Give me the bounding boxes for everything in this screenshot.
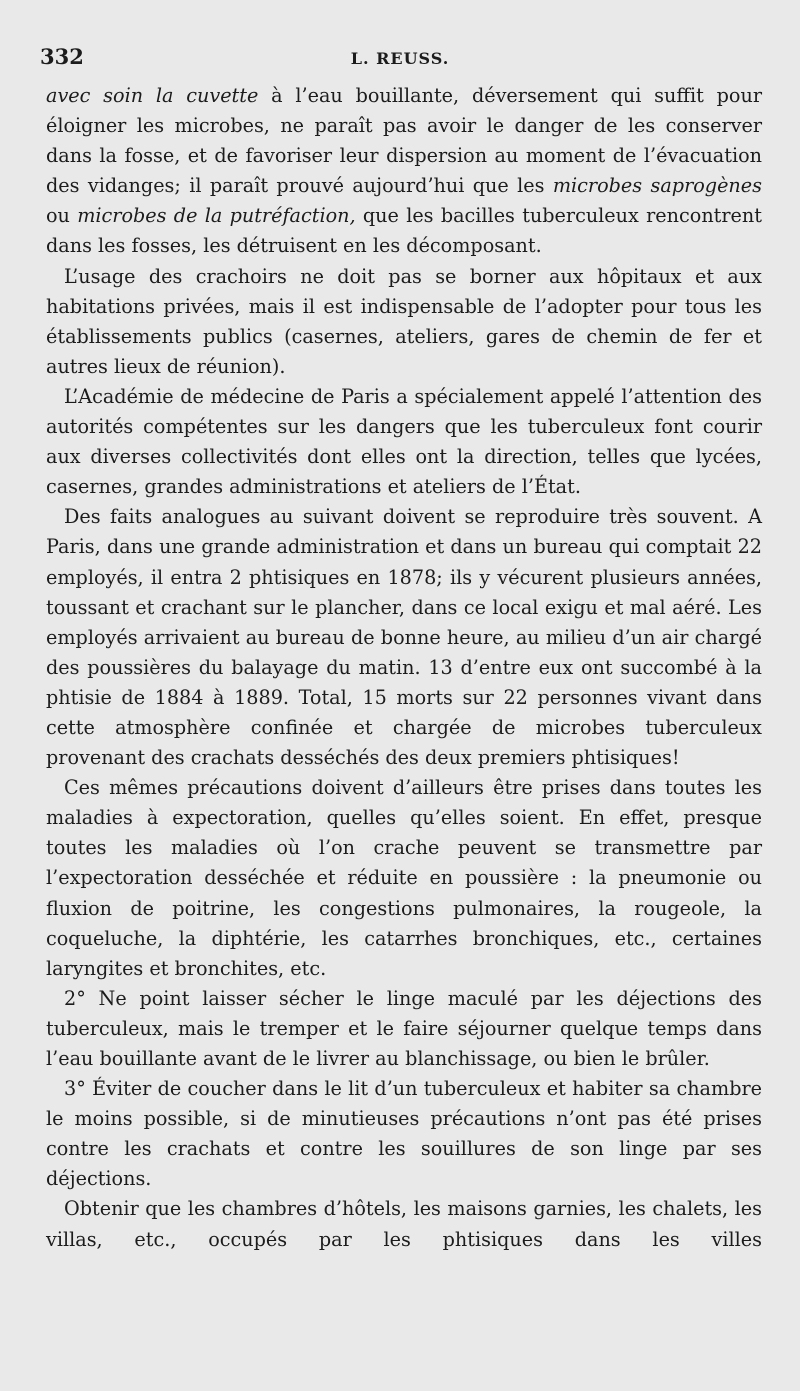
paragraph: L’Académie de médecine de Paris a spécialement appelé l’attention des autorités compétentes sur les dangers que les tuberculeux font courir aux diverses collectivités dont elles ont la direction, telles que lycées, casernes, grandes administrations et ateliers de l’État. <box>46 384 762 499</box>
text-run: à l’eau bouillante, déversement qui suffit pour éloigner les microbes, ne paraît pas avoir le danger de les conserver dans la fosse, et de favoriser leur dispersion au moment de l’évacuation des vidanges; il paraît prouvé aujourd’hui que les <box>46 84 762 198</box>
paragraph: Ces mêmes précautions doivent d’ailleurs être prises dans toutes les maladies à expectoration, quelles qu’elles soient. En effet, presque toutes les maladies où l’on crache peuvent se transmettre par l’expectoration desséchée et réduite en poussière : la pneumonie ou fluxion de poitrine, les congestions pulmonaires, la rougeole, la coqueluche, la diphtérie, les catarrhes bronchiques, etc., certaines laryngites et bronchites, etc. <box>46 776 762 980</box>
page-number: 332 <box>40 44 84 69</box>
paragraph: 3° Éviter de coucher dans le lit d’un tuberculeux et habiter sa chambre le moins possible, si de minutieuses précautions n’ont pas été prises contre les crachats et contre les souillures de son linge par ses déjections. <box>46 1077 762 1191</box>
italic-phrase: microbes de la putréfaction, <box>77 204 356 228</box>
paragraph-continued <box>46 81 762 262</box>
italic-phrase: avec soin la cuvette <box>46 84 259 107</box>
running-head: L. REUSS. <box>350 49 450 68</box>
text-run: ou <box>46 204 78 228</box>
body-text <box>46 81 762 1255</box>
italic-phrase: microbes saprogènes <box>552 174 762 198</box>
paragraph-truncated: Obtenir que les chambres d’hôtels, les maisons garnies, les chalets, les villas, etc., occupés par les phtisiques dans les villes <box>46 1197 762 1251</box>
text-run: que les bacilles tuberculeux rencontrent dans les fosses, les détruisent en les décomposant. <box>46 204 762 258</box>
paragraph: Des faits analogues au suivant doivent se reproduire très souvent. A Paris, dans une grande administration et dans un bureau qui comptait 22 employés, il entra 2 phtisiques en 1878; ils y vécurent plusieurs années, toussant et crachant sur le plancher, dans ce local exigu et mal aéré. Les employés arrivaient au bureau de bonne heure, au milieu d’un air chargé des poussières du balayage du matin. 13 d’entre eux ont succombé à la phtisie de 1884 à 1889. Total, 15 morts sur 22 personnes vivant dans cette atmosphère confinée et chargée de microbes tuberculeux provenant des crachats desséchés des deux premiers phtisiques! <box>46 505 762 770</box>
paragraph: 2° Ne point laisser sécher le linge maculé par les déjections des tuberculeux, mais le tremper et le faire séjourner quelque temps dans l’eau bouillante avant de le livrer au blanchissage, ou bien le brûler. <box>46 986 762 1070</box>
page-header <box>40 44 760 74</box>
paragraph: L’usage des crachoirs ne doit pas se borner aux hôpitaux et aux habitations privées, mais il est indispensable de l’adopter pour tous les établissements publics (casernes, ateliers, gares de chemin de fer et autres lieux de réunion). <box>46 264 762 378</box>
